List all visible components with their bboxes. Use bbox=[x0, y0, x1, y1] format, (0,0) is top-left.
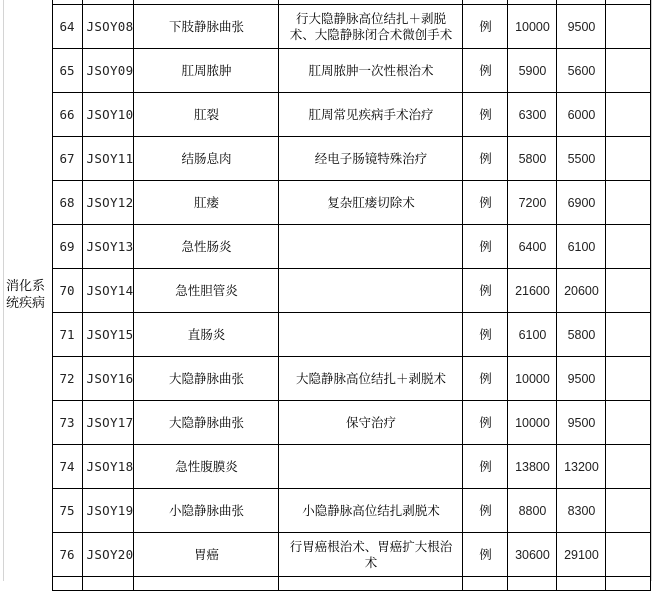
price2-cell[interactable]: 13200 bbox=[557, 445, 606, 489]
cell[interactable] bbox=[463, 577, 508, 591]
cell[interactable] bbox=[279, 577, 463, 591]
price1-cell[interactable]: 5900 bbox=[508, 49, 557, 93]
disease-cell[interactable]: 结肠息肉 bbox=[134, 137, 279, 181]
code-cell[interactable]: JSOY14 bbox=[82, 269, 134, 313]
table-row bbox=[3, 445, 651, 489]
cell[interactable] bbox=[508, 577, 557, 591]
treatment-cell[interactable] bbox=[279, 313, 463, 357]
price1-cell[interactable]: 10000 bbox=[508, 5, 557, 49]
treatment-cell[interactable]: 大隐静脉高位结扎＋剥脱术 bbox=[279, 357, 463, 401]
price2-cell[interactable]: 5600 bbox=[557, 49, 606, 93]
disease-cell[interactable]: 肛瘘 bbox=[134, 181, 279, 225]
unit-cell[interactable]: 例 bbox=[463, 225, 508, 269]
cell[interactable] bbox=[134, 577, 279, 591]
unit-cell[interactable]: 例 bbox=[463, 401, 508, 445]
price2-cell[interactable]: 5500 bbox=[557, 137, 606, 181]
row-number-cell[interactable]: 64 bbox=[52, 5, 82, 49]
row-number-cell[interactable]: 65 bbox=[52, 49, 82, 93]
cell[interactable] bbox=[82, 577, 134, 591]
note-cell[interactable] bbox=[606, 401, 651, 445]
disease-cell[interactable]: 急性胆管炎 bbox=[134, 269, 279, 313]
price2-cell[interactable]: 29100 bbox=[557, 533, 606, 577]
unit-cell[interactable]: 例 bbox=[463, 533, 508, 577]
table-row bbox=[3, 489, 651, 533]
price2-cell[interactable]: 9500 bbox=[557, 357, 606, 401]
row-number-cell[interactable]: 75 bbox=[52, 489, 82, 533]
table-row bbox=[3, 401, 651, 445]
price1-cell[interactable]: 6100 bbox=[508, 313, 557, 357]
note-cell[interactable] bbox=[606, 357, 651, 401]
disease-cell[interactable]: 大隐静脉曲张 bbox=[134, 357, 279, 401]
unit-cell[interactable]: 例 bbox=[463, 445, 508, 489]
row-number-cell[interactable]: 71 bbox=[52, 313, 82, 357]
note-cell[interactable] bbox=[606, 5, 651, 49]
code-cell[interactable]: JSOY19 bbox=[82, 489, 134, 533]
code-cell[interactable]: JSOY08 bbox=[82, 5, 134, 49]
row-number-cell[interactable]: 72 bbox=[52, 357, 82, 401]
row-number-cell[interactable]: 66 bbox=[52, 93, 82, 137]
price1-cell[interactable]: 13800 bbox=[508, 445, 557, 489]
disease-cell[interactable]: 肛周脓肿 bbox=[134, 49, 279, 93]
disease-cell[interactable]: 急性肠炎 bbox=[134, 225, 279, 269]
code-cell[interactable]: JSOY17 bbox=[82, 401, 134, 445]
price1-cell[interactable]: 7200 bbox=[508, 181, 557, 225]
code-cell[interactable]: JSOY12 bbox=[82, 181, 134, 225]
row-number-cell[interactable]: 69 bbox=[52, 225, 82, 269]
price2-cell[interactable]: 6000 bbox=[557, 93, 606, 137]
treatment-cell[interactable]: 保守治疗 bbox=[279, 401, 463, 445]
price2-cell[interactable]: 6100 bbox=[557, 225, 606, 269]
disease-cell[interactable]: 直肠炎 bbox=[134, 313, 279, 357]
price2-cell[interactable]: 5800 bbox=[557, 313, 606, 357]
price1-cell[interactable]: 30600 bbox=[508, 533, 557, 577]
unit-cell[interactable]: 例 bbox=[463, 313, 508, 357]
code-cell[interactable]: JSOY20 bbox=[82, 533, 134, 577]
note-cell[interactable] bbox=[606, 49, 651, 93]
unit-cell[interactable]: 例 bbox=[463, 181, 508, 225]
row-number-cell[interactable]: 76 bbox=[52, 533, 82, 577]
price1-cell[interactable]: 5800 bbox=[508, 137, 557, 181]
disease-cell[interactable]: 肛裂 bbox=[134, 93, 279, 137]
row-number-cell[interactable]: 67 bbox=[52, 137, 82, 181]
table-row bbox=[3, 181, 651, 225]
cell[interactable] bbox=[557, 577, 606, 591]
cell[interactable] bbox=[52, 577, 82, 591]
unit-cell[interactable]: 例 bbox=[463, 93, 508, 137]
treatment-cell[interactable]: 肛周脓肿一次性根治术 bbox=[279, 49, 463, 93]
table-row bbox=[3, 225, 651, 269]
price2-cell[interactable]: 20600 bbox=[557, 269, 606, 313]
unit-cell[interactable]: 例 bbox=[463, 49, 508, 93]
code-cell[interactable]: JSOY10 bbox=[82, 93, 134, 137]
code-cell[interactable]: JSOY18 bbox=[82, 445, 134, 489]
price2-cell[interactable]: 9500 bbox=[557, 401, 606, 445]
price1-cell[interactable]: 6300 bbox=[508, 93, 557, 137]
unit-cell[interactable]: 例 bbox=[463, 357, 508, 401]
disease-cell[interactable]: 小隐静脉曲张 bbox=[134, 489, 279, 533]
treatment-cell[interactable]: 经电子肠镜特殊治疗 bbox=[279, 137, 463, 181]
price1-cell[interactable]: 6400 bbox=[508, 225, 557, 269]
code-cell[interactable]: JSOY15 bbox=[82, 313, 134, 357]
row-number-cell[interactable]: 68 bbox=[52, 181, 82, 225]
price1-cell[interactable]: 10000 bbox=[508, 357, 557, 401]
treatment-cell[interactable] bbox=[279, 269, 463, 313]
row-number-cell[interactable]: 74 bbox=[52, 445, 82, 489]
table-row bbox=[3, 269, 651, 313]
note-cell[interactable] bbox=[606, 313, 651, 357]
price1-cell[interactable]: 21600 bbox=[508, 269, 557, 313]
treatment-cell[interactable] bbox=[279, 225, 463, 269]
table-row bbox=[3, 49, 651, 93]
treatment-cell[interactable]: 行大隐静脉高位结扎＋剥脱术、大隐静脉闭合术微创手术 bbox=[279, 5, 463, 49]
treatment-cell[interactable]: 行胃癌根治术、胃癌扩大根治术 bbox=[279, 533, 463, 577]
note-cell[interactable] bbox=[606, 93, 651, 137]
category-label-line2: 统疾病 bbox=[6, 295, 46, 311]
note-cell[interactable] bbox=[606, 225, 651, 269]
treatment-cell[interactable]: 小隐静脉高位结扎剥脱术 bbox=[279, 489, 463, 533]
code-cell[interactable]: JSOY09 bbox=[82, 49, 134, 93]
row-number-cell[interactable]: 70 bbox=[52, 269, 82, 313]
price2-cell[interactable]: 8300 bbox=[557, 489, 606, 533]
price2-cell[interactable]: 6900 bbox=[557, 181, 606, 225]
table-row bbox=[3, 357, 651, 401]
disease-cell[interactable]: 急性腹膜炎 bbox=[134, 445, 279, 489]
unit-cell[interactable]: 例 bbox=[463, 269, 508, 313]
treatment-cell[interactable]: 复杂肛瘘切除术 bbox=[279, 181, 463, 225]
table-row bbox=[3, 313, 651, 357]
table-row bbox=[3, 93, 651, 137]
note-cell[interactable] bbox=[606, 445, 651, 489]
note-cell[interactable] bbox=[606, 533, 651, 577]
unit-cell[interactable]: 例 bbox=[463, 137, 508, 181]
code-cell[interactable]: JSOY16 bbox=[82, 357, 134, 401]
price2-cell[interactable]: 9500 bbox=[557, 5, 606, 49]
disease-cell[interactable]: 下肢静脉曲张 bbox=[134, 5, 279, 49]
cell[interactable] bbox=[606, 577, 651, 591]
disease-cell[interactable]: 大隐静脉曲张 bbox=[134, 401, 279, 445]
note-cell[interactable] bbox=[606, 181, 651, 225]
treatment-cell[interactable]: 肛周常见疾病手术治疗 bbox=[279, 93, 463, 137]
unit-cell[interactable]: 例 bbox=[463, 5, 508, 49]
table-row bbox=[3, 5, 651, 49]
note-cell[interactable] bbox=[606, 137, 651, 181]
row-number-cell[interactable]: 73 bbox=[52, 401, 82, 445]
unit-cell[interactable]: 例 bbox=[463, 489, 508, 533]
code-cell[interactable]: JSOY13 bbox=[82, 225, 134, 269]
code-cell[interactable]: JSOY11 bbox=[82, 137, 134, 181]
table-row bbox=[3, 533, 651, 577]
price1-cell[interactable]: 8800 bbox=[508, 489, 557, 533]
disease-cell[interactable]: 胃癌 bbox=[134, 533, 279, 577]
table-row bbox=[3, 137, 651, 181]
category-label-line1: 消化系 bbox=[6, 278, 46, 294]
note-cell[interactable] bbox=[606, 269, 651, 313]
price1-cell[interactable]: 10000 bbox=[508, 401, 557, 445]
category-cell[interactable] bbox=[3, 0, 52, 591]
note-cell[interactable] bbox=[606, 489, 651, 533]
table-row-partial-bottom bbox=[3, 577, 651, 591]
treatment-cell[interactable] bbox=[279, 445, 463, 489]
price-table bbox=[3, 0, 651, 591]
